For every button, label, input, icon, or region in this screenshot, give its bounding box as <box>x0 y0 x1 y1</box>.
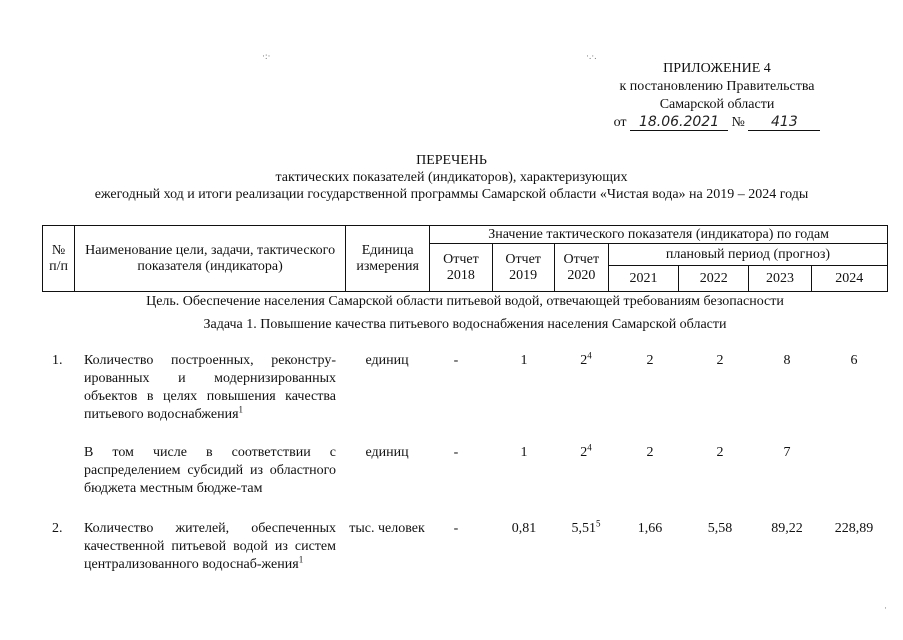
row-number: 2. <box>52 521 63 536</box>
row-value-2018: - <box>453 353 459 368</box>
row-value-2020: 5,51$^5$ <box>571 518 601 536</box>
task-heading: Задача 1. Повышение качества питьевого водоснабжения населения Самарской области <box>203 317 727 332</box>
row-value-2023: 7 <box>783 445 791 460</box>
row-value-2023: 89,22 <box>771 521 803 536</box>
row-value-2020: $2^4$ <box>580 442 592 460</box>
row-value-2018: - <box>453 521 459 536</box>
col-plan-period: плановый период (прогноз) <box>608 244 887 266</box>
row-value-2023: 8 <box>783 353 791 368</box>
title-main: ПЕРЕЧЕНЬ <box>416 153 487 168</box>
row-value-2024: 6 <box>850 353 858 368</box>
footnote-mark: 1 <box>298 554 304 565</box>
row-unit: единиц <box>365 353 409 368</box>
appendix-header <box>572 60 862 132</box>
col-name-header: Наименование цели, задачи, тактического показателя (индикатора) <box>75 226 346 292</box>
row-value-2019: 0,81 <box>511 521 537 536</box>
row-indicator-name: Количество построенных, реконстру-ированных и модернизированных объектов в целях повышения качества питьевого водоснабжения$^1$ <box>84 353 336 422</box>
row-value-2018: - <box>453 445 459 460</box>
row-value-2022: 5,58 <box>707 521 733 536</box>
document-title <box>0 152 903 203</box>
row-indicator-name: Количество жителей, обеспеченных качественной питьевой водой из систем централизованного водоснаб-жения$^1$ <box>84 521 336 572</box>
resolution-date: 18.06.2021 <box>630 114 728 131</box>
col-report-2018: Отчет 2018 <box>430 244 492 292</box>
row-indicator-name: В том числе в соответствии с распределением субсидий из областного бюджета местным бюдже-там <box>84 445 336 496</box>
indicators-table-header <box>42 225 888 292</box>
row-value-2021: 2 <box>646 353 654 368</box>
row-unit: единиц <box>365 445 409 460</box>
footnote-mark: 1 <box>238 404 244 415</box>
row-value-2020: $2^4$ <box>580 350 592 368</box>
appendix-line-3: Самарской области <box>659 97 775 112</box>
col-year-2021: 2021 <box>608 266 678 292</box>
row-value-2021: 2 <box>646 445 654 460</box>
row-value-2019: 1 <box>520 353 528 368</box>
row-number: 1. <box>52 353 63 368</box>
scan-speck: ·:· <box>262 51 271 61</box>
row-value-2022: 2 <box>716 353 724 368</box>
scan-speck: · <box>884 603 887 613</box>
resolution-number: 413 <box>748 114 820 131</box>
number-label: № <box>731 115 745 130</box>
row-value-2024: 228,89 <box>834 521 874 536</box>
from-prefix: от <box>613 115 627 130</box>
row-unit: тыс. человек <box>349 521 425 536</box>
col-year-2022: 2022 <box>679 266 749 292</box>
row-value-2019: 1 <box>520 445 528 460</box>
col-report-2019: Отчет 2019 <box>492 244 554 292</box>
col-year-2023: 2023 <box>749 266 811 292</box>
appendix-title: ПРИЛОЖЕНИЕ 4 <box>663 61 771 76</box>
col-values-group-header: Значение тактического показателя (индикатора) по годам <box>430 226 888 244</box>
col-num-header: № п/п <box>43 226 75 292</box>
scan-speck: ·.·. <box>586 51 597 61</box>
row-value-2021: 1,66 <box>637 521 663 536</box>
title-line-3: ежегодный ход и итоги реализации государственной программы Самарской области «Чистая вода» на 2019 – 2024 годы <box>94 187 809 202</box>
appendix-date-line <box>572 114 862 132</box>
col-unit-header: Единица измерения <box>346 226 430 292</box>
appendix-line-2: к постановлению Правительства <box>619 79 815 94</box>
col-year-2024: 2024 <box>811 266 887 292</box>
goal-heading: Цель. Обеспечение населения Самарской области питьевой водой, отвечающей требованиям безопасности <box>146 294 784 309</box>
row-value-2022: 2 <box>716 445 724 460</box>
col-report-2020: Отчет 2020 <box>554 244 608 292</box>
title-line-2: тактических показателей (индикаторов), характеризующих <box>275 170 628 185</box>
